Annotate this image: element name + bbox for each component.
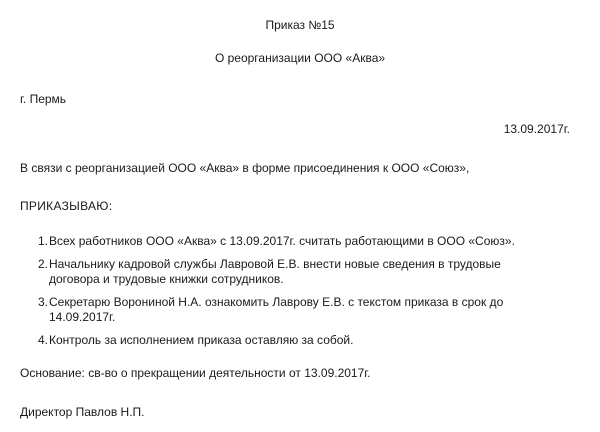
- order-subject: О реорганизации ООО «Аква»: [214, 51, 386, 65]
- order-item-number: 3.: [38, 295, 49, 309]
- order-item-number: 4.: [38, 333, 49, 347]
- order-heading: ПРИКАЗЫВАЮ:: [20, 199, 113, 213]
- order-item: [38, 234, 558, 249]
- order-city: г. Пермь: [20, 92, 67, 106]
- order-item-number: 1.: [38, 234, 49, 248]
- order-item-line: Начальнику кадровой службы Лавровой Е.В. внести новые сведения в трудовые: [49, 257, 501, 271]
- order-item-line: договора и трудовые книжки сотрудников.: [49, 272, 284, 286]
- order-item-text: [49, 333, 558, 348]
- order-item-line: Контроль за исполнением приказа оставляю за собой.: [49, 333, 354, 347]
- order-preamble: В связи с реорганизацией ООО «Аква» в форме присоединения к ООО «Союз»,: [20, 161, 470, 175]
- order-basis: Основание: св-во о прекращении деятельности от 13.09.2017г.: [20, 366, 371, 380]
- order-item-text: [49, 234, 558, 249]
- order-title: Приказ №15: [265, 18, 335, 32]
- order-item-text: [49, 295, 558, 325]
- order-item: [38, 257, 558, 287]
- order-items-list: [38, 234, 558, 348]
- order-item-number: 2.: [38, 257, 49, 271]
- director-signature: Директор Павлов Н.П.: [20, 405, 145, 419]
- order-date: 13.09.2017г.: [503, 122, 570, 136]
- order-item: [38, 295, 558, 325]
- order-item-text: [49, 257, 558, 287]
- order-item-line: 14.09.2017г.: [49, 310, 116, 324]
- order-item-line: Секретарю Ворониной Н.А. ознакомить Лаврову Е.В. с текстом приказа в срок до: [49, 295, 504, 309]
- order-item-line: Всех работников ООО «Аква» с 13.09.2017г. считать работающими в ООО «Союз».: [49, 234, 515, 248]
- order-item: [38, 333, 558, 348]
